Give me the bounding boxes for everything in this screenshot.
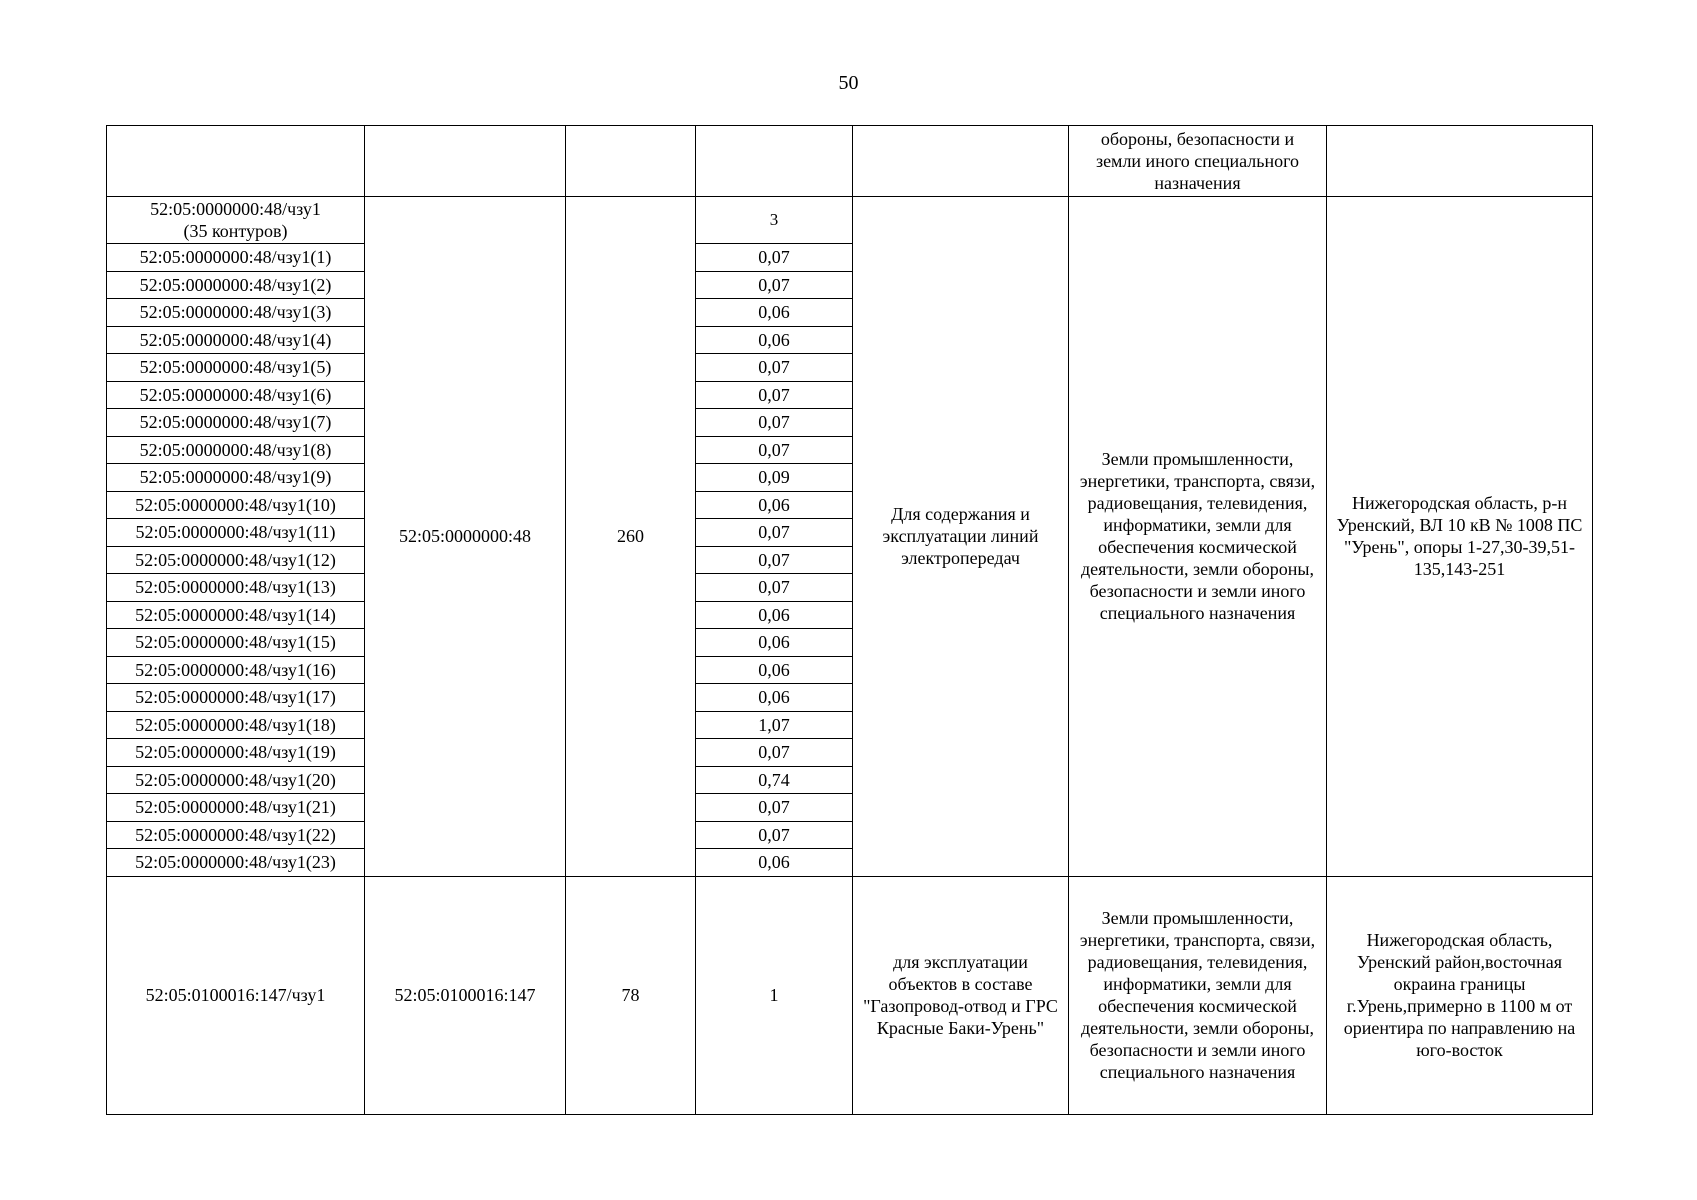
purpose-cell: Для содержания и эксплуатации линий электропередач [853, 197, 1069, 877]
parcel-id-cell: 52:05:0100016:147 [365, 876, 566, 1114]
part-area-cell: 0,09 [696, 464, 853, 492]
continuation-row [107, 126, 1593, 197]
part-id-cell: 52:05:0000000:48/чзу1(12) [107, 546, 365, 574]
total-area-cell: 260 [566, 197, 696, 877]
part-id-cell: 52:05:0000000:48/чзу1(23) [107, 849, 365, 877]
part-id-cell: 52:05:0000000:48/чзу1(1) [107, 244, 365, 272]
part-area-cell: 0,07 [696, 381, 853, 409]
part-area-cell: 0,06 [696, 601, 853, 629]
address-cell: Нижегородская область, Уренский район,восточная окраина границы г.Урень,примерно в 1100 м от ориентира по направлению на юго-восток [1327, 876, 1593, 1114]
part-area-cell: 1 [696, 876, 853, 1114]
part-id-cell: 52:05:0000000:48/чзу1(17) [107, 684, 365, 712]
continuation-cell-total-area [566, 126, 696, 197]
part-id-cell: 52:05:0100016:147/чзу1 [107, 876, 365, 1114]
part-id-cell: 52:05:0000000:48/чзу1(3) [107, 299, 365, 327]
part-area-cell: 0,06 [696, 684, 853, 712]
continuation-cell-parcel [365, 126, 566, 197]
continuation-cell-part [107, 126, 365, 197]
continuation-cell-address [1327, 126, 1593, 197]
part-id-cell: 52:05:0000000:48/чзу1(8) [107, 436, 365, 464]
part-id-cell: 52:05:0000000:48/чзу1(22) [107, 821, 365, 849]
part-id-cell: 52:05:0000000:48/чзу1(10) [107, 491, 365, 519]
part-id-cell: 52:05:0000000:48/чзу1(7) [107, 409, 365, 437]
part-area-cell: 0,06 [696, 849, 853, 877]
part-id-cell: 52:05:0000000:48/чзу1(13) [107, 574, 365, 602]
part-area-cell: 3 [696, 197, 853, 244]
part-area-cell: 0,07 [696, 546, 853, 574]
part-area-cell: 0,07 [696, 436, 853, 464]
part-id-cell: 52:05:0000000:48/чзу1(16) [107, 656, 365, 684]
land-category-cell: Земли промышленности, энергетики, транспорта, связи, радиовещания, телевидения, информатики, земли для обеспечения космической деятельности, земли обороны, безопасности и земли иного специального назначения [1069, 197, 1327, 877]
page-number: 50 [838, 72, 859, 94]
part-id-cell: 52:05:0000000:48/чзу1(14) [107, 601, 365, 629]
part-area-cell: 0,06 [696, 299, 853, 327]
part-area-cell: 0,07 [696, 821, 853, 849]
part-area-cell: 0,07 [696, 519, 853, 547]
part-id-cell: 52:05:0000000:48/чзу1(5) [107, 354, 365, 382]
part-id-cell: 52:05:0000000:48/чзу1(4) [107, 326, 365, 354]
part-area-cell: 0,06 [696, 629, 853, 657]
continuation-cell-land-category: обороны, безопасности и земли иного специального назначения [1069, 126, 1327, 197]
part-area-cell: 0,06 [696, 491, 853, 519]
part-id-cell: 52:05:0000000:48/чзу1(18) [107, 711, 365, 739]
land-parcels-table [106, 125, 1593, 1115]
part-area-cell: 0,07 [696, 739, 853, 767]
part-area-cell: 0,06 [696, 656, 853, 684]
table-row [107, 876, 1593, 1114]
part-area-cell: 0,74 [696, 766, 853, 794]
part-id-cell: 52:05:0000000:48/чзу1(9) [107, 464, 365, 492]
part-id-cell: 52:05:0000000:48/чзу1(15) [107, 629, 365, 657]
part-area-cell: 0,07 [696, 354, 853, 382]
part-id-cell: 52:05:0000000:48/чзу1(21) [107, 794, 365, 822]
table-row [107, 197, 1593, 244]
continuation-cell-part-area [696, 126, 853, 197]
part-area-cell: 0,07 [696, 794, 853, 822]
part-id-cell: 52:05:0000000:48/чзу1(19) [107, 739, 365, 767]
total-area-cell: 78 [566, 876, 696, 1114]
part-id-cell: 52:05:0000000:48/чзу1(6) [107, 381, 365, 409]
part-id-cell: 52:05:0000000:48/чзу1 (35 контуров) [107, 197, 365, 244]
parcel-id-cell: 52:05:0000000:48 [365, 197, 566, 877]
address-cell: Нижегородская область, р-н Уренский, ВЛ 10 кВ № 1008 ПС "Урень", опоры 1-27,30-39,51-135,143-251 [1327, 197, 1593, 877]
part-area-cell: 0,07 [696, 574, 853, 602]
part-area-cell: 0,07 [696, 409, 853, 437]
continuation-cell-purpose [853, 126, 1069, 197]
part-id-cell: 52:05:0000000:48/чзу1(2) [107, 271, 365, 299]
land-category-cell: Земли промышленности, энергетики, транспорта, связи, радиовещания, телевидения, информатики, земли для обеспечения космической деятельности, земли обороны, безопасности и земли иного специального назначения [1069, 876, 1327, 1114]
part-area-cell: 0,07 [696, 244, 853, 272]
table-body [107, 126, 1593, 1115]
part-area-cell: 1,07 [696, 711, 853, 739]
purpose-cell: для эксплуатации объектов в составе "Газопровод-отвод и ГРС Красные Баки-Урень" [853, 876, 1069, 1114]
part-area-cell: 0,07 [696, 271, 853, 299]
part-id-cell: 52:05:0000000:48/чзу1(20) [107, 766, 365, 794]
part-area-cell: 0,06 [696, 326, 853, 354]
part-id-cell: 52:05:0000000:48/чзу1(11) [107, 519, 365, 547]
